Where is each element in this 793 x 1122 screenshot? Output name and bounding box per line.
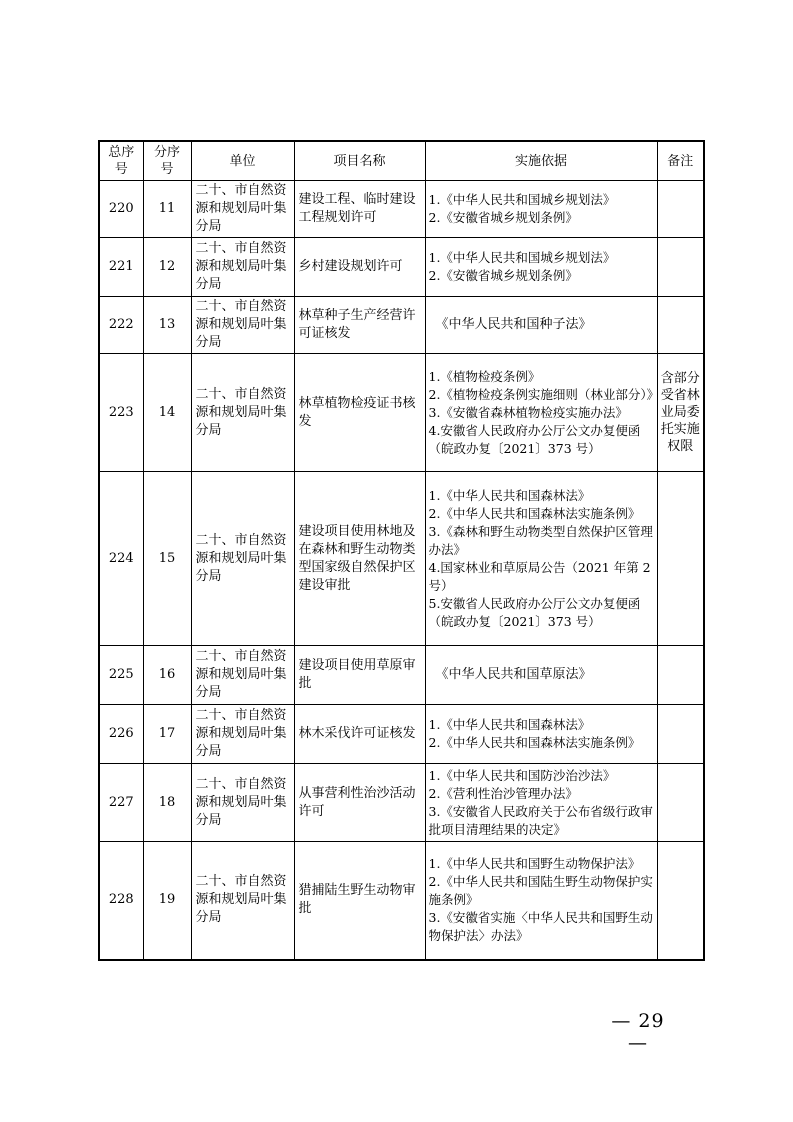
total-no-cell: 222 bbox=[99, 297, 143, 354]
basis-line: 2.《中华人民共和国陆生野生动物保护实施条例》 bbox=[428, 874, 653, 908]
total-no-cell: 226 bbox=[99, 705, 143, 764]
header-remark: 备注 bbox=[657, 141, 704, 181]
table-row bbox=[99, 764, 704, 842]
header-sub-no: 分序号 bbox=[143, 141, 191, 181]
total-no-cell: 228 bbox=[99, 842, 143, 960]
remark-cell bbox=[657, 764, 704, 842]
basis-cell bbox=[425, 646, 657, 705]
table-row bbox=[99, 238, 704, 297]
sub-no-cell: 16 bbox=[143, 646, 191, 705]
sub-no-cell: 18 bbox=[143, 764, 191, 842]
page-number: — 29 — bbox=[611, 1010, 665, 1054]
header-unit: 单位 bbox=[191, 141, 294, 181]
basis-cell bbox=[425, 238, 657, 297]
basis-line: 1.《中华人民共和国森林法》 bbox=[428, 487, 591, 503]
sub-no-cell: 19 bbox=[143, 842, 191, 960]
basis-line: 1.《中华人民共和国城乡规划法》 bbox=[428, 192, 616, 207]
basis-line: 2.《安徽省城乡规划条例》 bbox=[428, 210, 578, 225]
total-no-cell: 227 bbox=[99, 764, 143, 842]
basis-line: 《中华人民共和国种子法》 bbox=[435, 317, 592, 332]
basis-line: 3.《安徽省人民政府关于公布省级行政审批项目清理结果的决定》 bbox=[428, 803, 653, 837]
remark-cell: 含部分受省林业局委托实施权限 bbox=[657, 354, 704, 472]
permit-table bbox=[98, 140, 705, 961]
item-name-cell: 建设项目使用林地及在森林和野生动物类型国家级自然保护区建设审批 bbox=[294, 472, 425, 646]
unit-cell: 二十、市自然资源和规划局叶集分局 bbox=[191, 764, 294, 842]
basis-line: 1.《中华人民共和国城乡规划法》 bbox=[428, 250, 616, 265]
table-row bbox=[99, 297, 704, 354]
basis-line: 2.《安徽省城乡规划条例》 bbox=[428, 268, 578, 283]
unit-cell: 二十、市自然资源和规划局叶集分局 bbox=[191, 181, 294, 238]
basis-cell bbox=[425, 297, 657, 354]
sub-no-cell: 17 bbox=[143, 705, 191, 764]
sub-no-cell: 15 bbox=[143, 472, 191, 646]
table-row bbox=[99, 705, 704, 764]
table-header-row bbox=[99, 141, 704, 181]
basis-line: 1.《中华人民共和国森林法》 bbox=[428, 717, 591, 732]
item-name-cell: 建设工程、临时建设工程规划许可 bbox=[294, 181, 425, 238]
item-name-cell: 猎捕陆生野生动物审批 bbox=[294, 842, 425, 960]
remark-cell bbox=[657, 646, 704, 705]
table-row bbox=[99, 472, 704, 646]
sub-no-cell: 11 bbox=[143, 181, 191, 238]
sub-no-cell: 13 bbox=[143, 297, 191, 354]
basis-line: 2.《中华人民共和国森林法实施条例》 bbox=[428, 735, 641, 750]
basis-line: 2.《植物检疫条例实施细则（林业部分）》 bbox=[428, 386, 660, 402]
basis-line: 《中华人民共和国草原法》 bbox=[435, 667, 592, 682]
remark-cell bbox=[657, 842, 704, 960]
item-name-cell: 从事营利性治沙活动许可 bbox=[294, 764, 425, 842]
unit-cell: 二十、市自然资源和规划局叶集分局 bbox=[191, 354, 294, 472]
header-total-no: 总序号 bbox=[99, 141, 143, 181]
unit-cell: 二十、市自然资源和规划局叶集分局 bbox=[191, 472, 294, 646]
basis-line: 1.《中华人民共和国野生动物保护法》 bbox=[428, 856, 641, 872]
sub-no-cell: 14 bbox=[143, 354, 191, 472]
remark-cell bbox=[657, 705, 704, 764]
sub-no-cell: 12 bbox=[143, 238, 191, 297]
unit-cell: 二十、市自然资源和规划局叶集分局 bbox=[191, 238, 294, 297]
item-name-cell: 林木采伐许可证核发 bbox=[294, 705, 425, 764]
header-item: 项目名称 bbox=[294, 141, 425, 181]
basis-cell bbox=[425, 705, 657, 764]
unit-cell: 二十、市自然资源和规划局叶集分局 bbox=[191, 297, 294, 354]
basis-line: 3.《森林和野生动物类型自然保护区管理办法》 bbox=[428, 523, 653, 557]
basis-cell bbox=[425, 764, 657, 842]
total-no-cell: 224 bbox=[99, 472, 143, 646]
table-row bbox=[99, 181, 704, 238]
remark-cell bbox=[657, 297, 704, 354]
basis-line: 4.安徽省人民政府办公厅公文办复便函（皖政办复〔2021〕373 号） bbox=[428, 422, 641, 456]
total-no-cell: 221 bbox=[99, 238, 143, 297]
basis-line: 4.国家林业和草原局公告（2021 年第 2 号） bbox=[428, 559, 651, 593]
remark-cell bbox=[657, 472, 704, 646]
basis-line: 5.安徽省人民政府办公厅公文办复便函（皖政办复〔2021〕373 号） bbox=[428, 595, 641, 629]
unit-cell: 二十、市自然资源和规划局叶集分局 bbox=[191, 705, 294, 764]
basis-line: 1.《中华人民共和国防沙治沙法》 bbox=[428, 767, 616, 783]
remark-cell bbox=[657, 181, 704, 238]
basis-line: 2.《中华人民共和国森林法实施条例》 bbox=[428, 505, 641, 521]
unit-cell: 二十、市自然资源和规划局叶集分局 bbox=[191, 842, 294, 960]
basis-line: 3.《安徽省实施〈中华人民共和国野生动物保护法〉办法》 bbox=[428, 910, 653, 944]
total-no-cell: 225 bbox=[99, 646, 143, 705]
total-no-cell: 220 bbox=[99, 181, 143, 238]
item-name-cell: 乡村建设规划许可 bbox=[294, 238, 425, 297]
basis-cell bbox=[425, 842, 657, 960]
basis-cell bbox=[425, 181, 657, 238]
remark-cell bbox=[657, 238, 704, 297]
table-row bbox=[99, 842, 704, 960]
basis-line: 3.《安徽省森林植物检疫实施办法》 bbox=[428, 404, 628, 420]
unit-cell: 二十、市自然资源和规划局叶集分局 bbox=[191, 646, 294, 705]
item-name-cell: 建设项目使用草原审批 bbox=[294, 646, 425, 705]
table-row bbox=[99, 646, 704, 705]
total-no-cell: 223 bbox=[99, 354, 143, 472]
item-name-cell: 林草植物检疫证书核发 bbox=[294, 354, 425, 472]
header-basis: 实施依据 bbox=[425, 141, 657, 181]
basis-line: 2.《营利性治沙管理办法》 bbox=[428, 785, 578, 801]
item-name-cell: 林草种子生产经营许可证核发 bbox=[294, 297, 425, 354]
basis-cell bbox=[425, 354, 660, 472]
table-row bbox=[99, 354, 704, 472]
basis-line: 1.《植物检疫条例》 bbox=[428, 368, 541, 384]
basis-cell bbox=[425, 472, 657, 646]
